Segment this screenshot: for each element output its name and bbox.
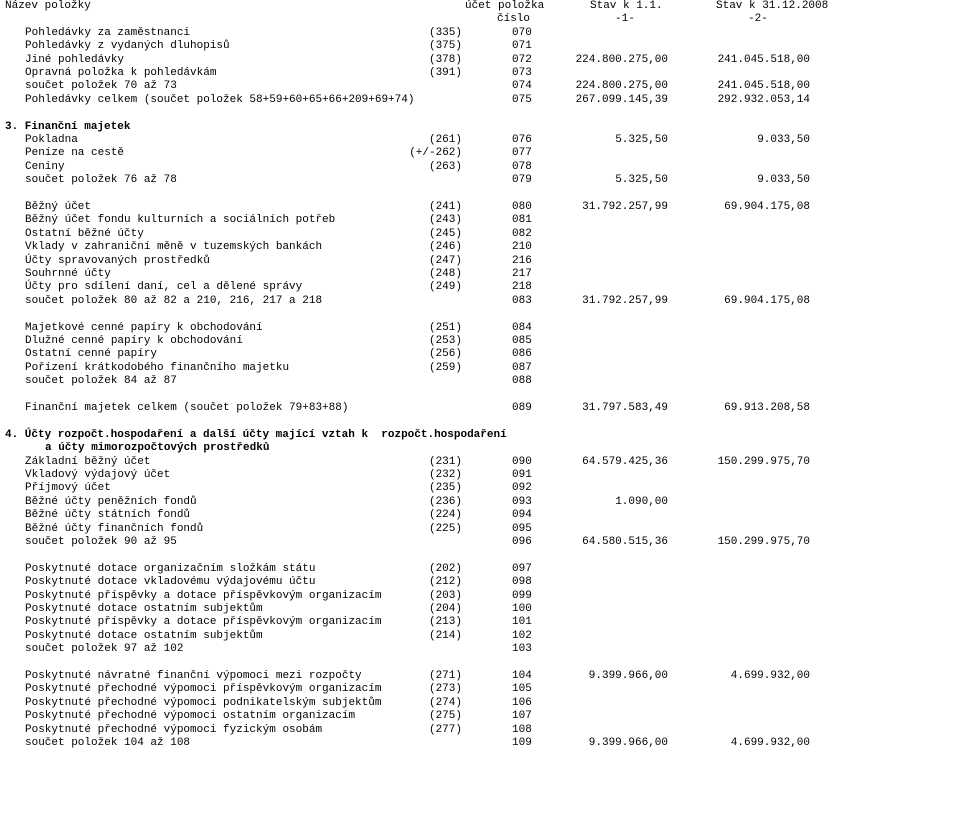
table-row	[0, 255, 960, 268]
row-number: 072	[512, 53, 532, 66]
row-label: Poskytnuté dotace organizačním složkám státu	[25, 562, 316, 575]
row-label: Běžný účet fondu kulturních a sociálních potřeb	[25, 214, 336, 227]
header-stav-1: Stav k 1.1.	[590, 0, 663, 12]
table-row	[0, 643, 960, 656]
row-label: Ostatní běžné účty	[25, 227, 144, 240]
row-account: (246)	[428, 241, 462, 254]
table-row	[0, 402, 960, 415]
row-value-stav-1: 64.579.425,36	[582, 455, 668, 468]
row-number: 082	[512, 227, 532, 240]
table-row	[0, 362, 960, 375]
row-label: Poskytnuté příspěvky a dotace příspěvkovým organizacím	[25, 616, 382, 629]
section-heading	[0, 121, 960, 134]
row-account: (245)	[428, 227, 462, 240]
row-number: 210	[512, 241, 532, 254]
section-heading	[0, 429, 960, 442]
header-stav-1-index: -1-	[615, 13, 635, 26]
row-account: (271)	[428, 670, 462, 682]
row-label: Majetkové cenné papíry k obchodování	[25, 321, 263, 334]
row-label: Běžný účet	[25, 201, 92, 213]
table-row	[0, 375, 960, 388]
row-account: (273)	[428, 683, 462, 696]
row-number: 102	[512, 629, 532, 642]
row-label: Jiné pohledávky	[25, 53, 125, 66]
table-row	[0, 281, 960, 294]
row-number: 096	[512, 536, 532, 548]
row-value-stav-2: 150.299.975,70	[717, 536, 810, 548]
table-row	[0, 670, 960, 683]
row-label: Ceniny	[25, 160, 65, 173]
row-label: Poskytnuté návratné finanční výpomoci mezi rozpočty	[25, 670, 362, 682]
header-account-column: účet položka	[465, 0, 545, 12]
table-row	[0, 523, 960, 536]
header-stav-2-index: -2-	[748, 13, 768, 26]
table-row	[0, 214, 960, 227]
table-row	[0, 174, 960, 187]
table-row	[0, 616, 960, 629]
row-value-stav-1: 267.099.145,39	[575, 93, 668, 106]
table-row	[0, 335, 960, 348]
row-label: Běžné účty finančních fondů	[25, 522, 204, 535]
row-number: 070	[512, 26, 532, 39]
row-account: (202)	[428, 562, 462, 575]
row-label: Pohledávky za zaměstnanci	[25, 26, 191, 39]
table-row	[0, 563, 960, 576]
row-number: 098	[512, 576, 532, 589]
table-row	[0, 683, 960, 696]
table-row	[0, 228, 960, 241]
row-number: 100	[512, 603, 532, 615]
row-number: 091	[512, 469, 532, 481]
row-label: Pohledávky celkem (součet položek 58+59+60+65+66+209+69+74)	[25, 93, 415, 106]
row-number: 085	[512, 335, 532, 347]
row-number: 076	[512, 134, 532, 146]
table-row	[0, 67, 960, 80]
row-account: (256)	[428, 348, 462, 361]
row-value-stav-1: 5.325,50	[615, 174, 668, 187]
row-label: Pohledávky z vydaných dluhopisů	[25, 40, 230, 53]
row-number: 075	[512, 93, 532, 106]
table-row	[0, 147, 960, 160]
row-label: součet položek 104 až 108	[25, 737, 191, 749]
row-account: (232)	[428, 469, 462, 481]
row-number: 092	[512, 482, 532, 495]
row-label: Běžné účty peněžních fondů	[25, 495, 197, 508]
row-value-stav-2: 292.932.053,14	[717, 93, 810, 106]
row-number: 217	[512, 268, 532, 280]
row-account: (274)	[428, 696, 462, 709]
row-number: 086	[512, 348, 532, 361]
row-account: (261)	[428, 134, 462, 146]
row-value-stav-2: 9.033,50	[757, 134, 810, 146]
row-label: a účty mimorozpočtových prostředků	[45, 442, 270, 455]
row-label: Poskytnuté přechodné výpomoci ostatním organizacím	[25, 710, 356, 723]
row-value-stav-2: 69.904.175,08	[724, 201, 810, 213]
table-row	[0, 27, 960, 40]
row-account: (204)	[428, 603, 462, 615]
row-number: 074	[512, 80, 532, 93]
table-row	[0, 80, 960, 93]
row-account: (235)	[428, 482, 462, 495]
row-number: 083	[512, 294, 532, 307]
row-number: 087	[512, 361, 532, 374]
row-label: Finanční majetek celkem (součet položek 79+83+88)	[25, 402, 349, 414]
table-row	[0, 241, 960, 254]
row-account: (247)	[428, 254, 462, 267]
header-name-column: Název položky	[5, 0, 91, 12]
row-number: 094	[512, 509, 532, 522]
row-value-stav-2: 9.033,50	[757, 174, 810, 187]
row-value-stav-1: 64.580.515,36	[582, 536, 668, 548]
table-row	[0, 536, 960, 549]
row-value-stav-2: 241.045.518,00	[717, 53, 810, 66]
row-account: (253)	[428, 335, 462, 347]
row-number: 105	[512, 683, 532, 696]
row-value-stav-1: 224.800.275,00	[575, 80, 668, 93]
row-account: (214)	[428, 629, 462, 642]
row-account: (378)	[428, 53, 462, 66]
row-account: (391)	[428, 67, 462, 79]
row-number: 218	[512, 281, 532, 294]
row-label: Dlužné cenné papíry k obchodování	[25, 335, 243, 347]
table-row	[0, 40, 960, 53]
row-account: (263)	[428, 160, 462, 173]
row-number: 078	[512, 160, 532, 173]
row-number: 089	[512, 402, 532, 414]
row-number: 093	[512, 495, 532, 508]
row-value-stav-1: 31.792.257,99	[582, 201, 668, 213]
row-account: (231)	[428, 455, 462, 468]
row-number: 084	[512, 321, 532, 334]
row-number: 101	[512, 616, 532, 629]
row-value-stav-1: 1.090,00	[615, 495, 668, 508]
row-label: Poskytnuté dotace vkladovému výdajovému účtu	[25, 576, 316, 589]
row-number: 077	[512, 147, 532, 160]
table-row	[0, 697, 960, 710]
table-row	[0, 322, 960, 335]
row-label: Pokladna	[25, 134, 78, 146]
row-number: 081	[512, 214, 532, 227]
row-label: součet položek 80 až 82 a 210, 216, 217 a 218	[25, 294, 323, 307]
table-row	[0, 295, 960, 308]
table-row	[0, 496, 960, 509]
row-label: Účty pro sdílení daní, cel a dělené správy	[25, 281, 303, 294]
row-label: Poskytnuté přechodné výpomoci příspěvkovým organizacím	[25, 683, 382, 696]
row-value-stav-1: 224.800.275,00	[575, 53, 668, 66]
row-label: Pořízení krátkodobého finančního majetku	[25, 361, 290, 374]
row-label: Ostatní cenné papíry	[25, 348, 158, 361]
row-number: 108	[512, 723, 532, 736]
row-account: (375)	[428, 40, 462, 53]
row-label: Účty spravovaných prostředků	[25, 254, 210, 267]
row-value-stav-1: 5.325,50	[615, 134, 668, 146]
table-row	[0, 268, 960, 281]
table-row	[0, 94, 960, 107]
row-label: Poskytnuté příspěvky a dotace příspěvkovým organizacím	[25, 589, 382, 602]
table-row	[0, 134, 960, 147]
row-number: 099	[512, 589, 532, 602]
row-value-stav-2: 150.299.975,70	[717, 455, 810, 468]
row-number: 080	[512, 201, 532, 213]
row-number: 103	[512, 643, 532, 656]
row-account: (225)	[428, 522, 462, 535]
section-heading	[0, 442, 960, 455]
row-account: (248)	[428, 268, 462, 280]
table-row	[0, 482, 960, 495]
row-number: 073	[512, 67, 532, 79]
row-account: (275)	[428, 710, 462, 723]
row-number: 106	[512, 696, 532, 709]
table-row	[0, 456, 960, 469]
row-number: 107	[512, 710, 532, 723]
header-row-1	[0, 0, 960, 13]
row-account: (213)	[428, 616, 462, 629]
row-value-stav-2: 241.045.518,00	[717, 80, 810, 93]
header-number-column: číslo	[497, 13, 531, 26]
table-row	[0, 737, 960, 750]
row-label: Opravná položka k pohledávkám	[25, 67, 217, 79]
table-row	[0, 710, 960, 723]
header-stav-2: Stav k 31.12.2008	[716, 0, 829, 12]
table-row	[0, 54, 960, 67]
row-label: Poskytnuté přechodné výpomoci fyzickým osobám	[25, 723, 323, 736]
table-row	[0, 469, 960, 482]
row-label: součet položek 70 až 73	[25, 80, 177, 93]
row-number: 216	[512, 254, 532, 267]
row-number: 104	[512, 670, 532, 682]
row-value-stav-2: 69.904.175,08	[724, 294, 810, 307]
row-account: (251)	[428, 321, 462, 334]
row-label: Poskytnuté přechodné výpomoci podnikatelským subjektům	[25, 696, 382, 709]
row-account: (236)	[428, 495, 462, 508]
table-row	[0, 348, 960, 361]
row-label: Běžné účty státních fondů	[25, 509, 191, 522]
row-number: 079	[512, 174, 532, 187]
row-value-stav-2: 4.699.932,00	[730, 737, 810, 749]
row-account: (203)	[428, 589, 462, 602]
table-row	[0, 630, 960, 643]
row-account: (259)	[428, 361, 462, 374]
row-number: 090	[512, 455, 532, 468]
row-account: (277)	[428, 723, 462, 736]
row-account: (212)	[428, 576, 462, 589]
row-value-stav-1: 9.399.966,00	[588, 737, 668, 749]
row-label: Peníze na cestě	[25, 147, 125, 160]
row-label: součet položek 84 až 87	[25, 375, 177, 388]
table-row	[0, 576, 960, 589]
table-row	[0, 509, 960, 522]
table-row	[0, 161, 960, 174]
row-number: 088	[512, 375, 532, 388]
row-value-stav-1: 31.797.583,49	[582, 402, 668, 414]
row-label: Souhrnné účty	[25, 268, 111, 280]
row-value-stav-1: 9.399.966,00	[588, 670, 668, 682]
row-account: (335)	[428, 26, 462, 39]
row-label: 4. Účty rozpočt.hospodaření a další účty mající vztah k rozpočt.hospodaření	[5, 428, 507, 441]
row-label: Poskytnuté dotace ostatním subjektům	[25, 603, 263, 615]
table-row	[0, 590, 960, 603]
row-account: (+/-262)	[409, 147, 462, 160]
row-label: Příjmový účet	[25, 482, 111, 495]
row-account: (249)	[428, 281, 462, 294]
table-row	[0, 724, 960, 737]
row-label: součet položek 97 až 102	[25, 643, 184, 656]
row-label: součet položek 90 až 95	[25, 536, 177, 548]
row-label: Vkladový výdajový účet	[25, 469, 171, 481]
row-account: (241)	[428, 201, 462, 213]
row-value-stav-2: 69.913.208,58	[724, 402, 810, 414]
table-row	[0, 201, 960, 214]
row-label: 3. Finanční majetek	[5, 120, 131, 133]
row-value-stav-1: 31.792.257,99	[582, 294, 668, 307]
row-number: 109	[512, 737, 532, 749]
row-value-stav-2: 4.699.932,00	[730, 670, 810, 682]
row-number: 095	[512, 522, 532, 535]
row-number: 071	[512, 40, 532, 53]
row-label: Základní běžný účet	[25, 455, 151, 468]
header-row-2	[0, 13, 960, 26]
row-label: Vklady v zahraniční měně v tuzemských bankách	[25, 241, 323, 254]
row-number: 097	[512, 562, 532, 575]
row-label: součet položek 76 až 78	[25, 174, 177, 187]
table-row	[0, 603, 960, 616]
row-label: Poskytnuté dotace ostatním subjektům	[25, 629, 263, 642]
row-account: (243)	[428, 214, 462, 227]
row-account: (224)	[428, 509, 462, 522]
